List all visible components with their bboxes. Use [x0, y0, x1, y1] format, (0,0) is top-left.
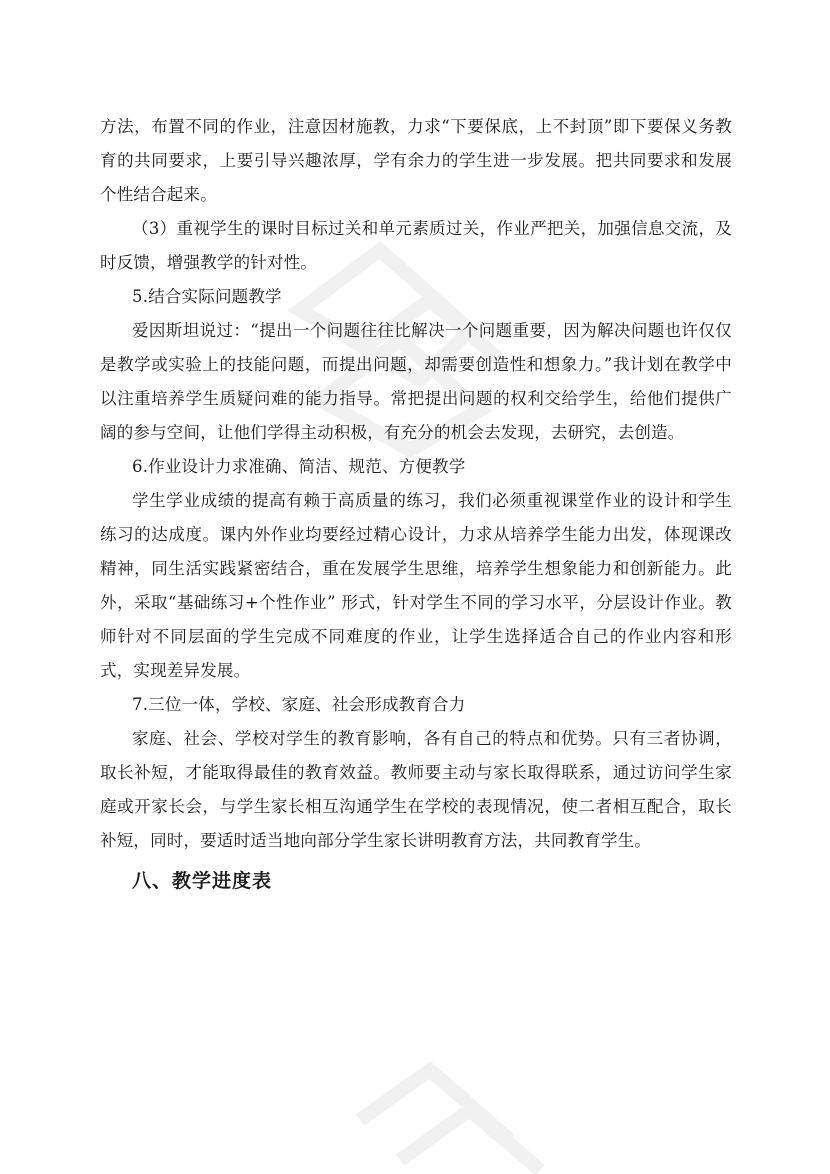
subheading-6: 6.作业设计力求准确、简洁、规范、方便教学: [132, 457, 466, 476]
subheading-7: 7.三位一体，学校、家庭、社会形成教育合力: [132, 695, 466, 714]
paragraph-homework-design: 学生学业成绩的提高有赖于高质量的练习，我们必须重视课堂作业的设计和学生练习的达成度。课内外作业均要经过精心设计，力求从培养学生能力出发，体现课改精神，同生活实践紧密结合，重在发展学生思维，培养学生想象能力和创新能力。此外，采取“基础练习+个性作业” 形式，针对学生不同的学习水平，分层设计作业。教师针对不同层面的学生完成不同难度的作业，让学生选择适合自己的作业内容和形式，实现差异发展。: [100, 491, 732, 680]
paragraph-item-3: （3）重视学生的课时目标过关和单元素质过关，作业严把关，加强信息交流，及时反馈，增强教学的针对性。: [100, 219, 732, 272]
subheading-5: 5.结合实际问题教学: [132, 287, 282, 306]
paragraph-home-school: 家庭、社会、学校对学生的教育影响，各有自己的特点和优势。只有三者协调，取长补短，才能取得最佳的教育效益。教师要主动与家长取得联系，通过访问学生家庭或开家长会，与学生家长相互沟通学生在学校的表现情况，使二者相互配合，取长补短，同时，要适时适当地向部分学生家长讲明教育方法，共同教育学生。: [100, 729, 732, 850]
paragraph-continuation: 方法，布置不同的作业，注意因材施教，力求“下要保底，上不封顶”即下要保义务教育的共同要求，上要引导兴趣浓厚，学有余力的学生进一步发展。把共同要求和发展个性结合起来。: [100, 117, 732, 204]
document-page: [100, 110, 732, 898]
section-heading-schedule: 八、教学进度表: [132, 870, 273, 892]
paragraph-einstein-quote: 爱因斯坦说过：“提出一个问题往往比解决一个问题重要，因为解决问题也许仅仅是教学或实验上的技能问题，而提出问题，却需要创造性和想象力。”我计划在教学中以注重培养学生质疑问难的能力指导。常把提出问题的权利交给学生，给他们提供广阔的参与空间，让他们学得主动积极，有充分的机会去发现，去研究，去创造。: [100, 321, 732, 442]
